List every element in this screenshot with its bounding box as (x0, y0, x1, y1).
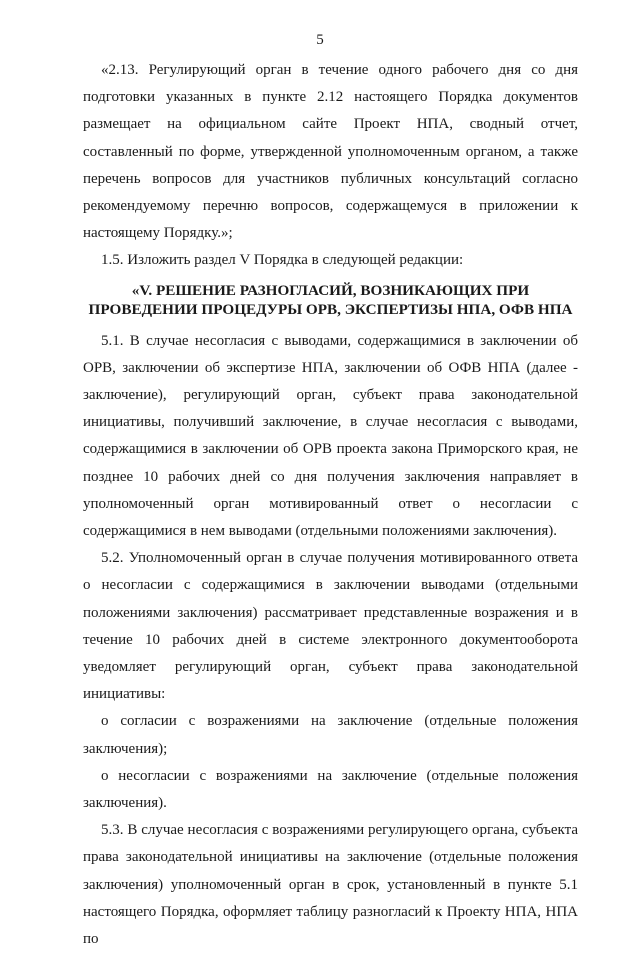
paragraph-2-13: «2.13. Регулирующий орган в течение одного рабочего дня со дня подготовки указанных в пункте 2.12 настоящего Порядка документов размещает на официальном сайте Проект НПА, сводный отчет, составленный по форме, утвержденной уполномоченным органом, а также перечень вопросов для участников публичных консультаций согласно рекомендуемому перечню вопросов, содержащемуся в приложении к настоящему Порядку.»; (83, 62, 578, 242)
section-heading (83, 281, 578, 320)
paragraph-5-1: 5.1. В случае несогласия с выводами, содержащимися в заключении об ОРВ, заключении об экспертизе НПА, заключении об ОФВ НПА (далее - заключение), регулирующий орган, субъект права законодательной инициативы, получивший заключение, в случае несогласия с выводами, содержащимися в заключении об ОРВ проекта закона Приморского края, не позднее 10 рабочих дней со дня получения заключения направляет в уполномоченный орган мотивированный ответ о несогласии с содержащимися в нем выводами (отдельными положениями заключения). (83, 332, 578, 540)
paragraph-5-2: 5.2. Уполномоченный орган в случае получения мотивированного ответа о несогласии с содержащимися в заключении выводами (отдельными положениями заключения) рассматривает представленные возражения и в течение 10 рабочих дней в системе электронного документооборота уведомляет регулирующий орган, субъект права законодательной инициативы: (83, 550, 578, 703)
paragraph-agree-option: о согласии с возражениями на заключение (отдельные положения заключения); (83, 713, 578, 757)
page-number: 5 (316, 32, 324, 48)
paragraph-1-5: 1.5. Изложить раздел V Порядка в следующей редакции: (101, 252, 464, 269)
section-heading-line-1: «V. РЕШЕНИЕ РАЗНОГЛАСИЙ, ВОЗНИКАЮЩИХ ПРИ (131, 281, 530, 299)
paragraph-5-3: 5.3. В случае несогласия с возражениями регулирующего органа, субъекта права законодательной инициативы на заключение (отдельные положения заключения) уполномоченный орган в срок, установленный в пункте 5.1 настоящего Порядка, оформляет таблицу разногласий к Проекту НПА, НПА по (83, 822, 578, 948)
paragraph-disagree-option: о несогласии с возражениями на заключение (отдельные положения заключения). (83, 767, 578, 812)
section-heading-line-2: ПРОВЕДЕНИИ ПРОЦЕДУРЫ ОРВ, ЭКСПЕРТИЗЫ НПА, ОФВ НПА (88, 301, 573, 319)
document-body (83, 57, 578, 953)
